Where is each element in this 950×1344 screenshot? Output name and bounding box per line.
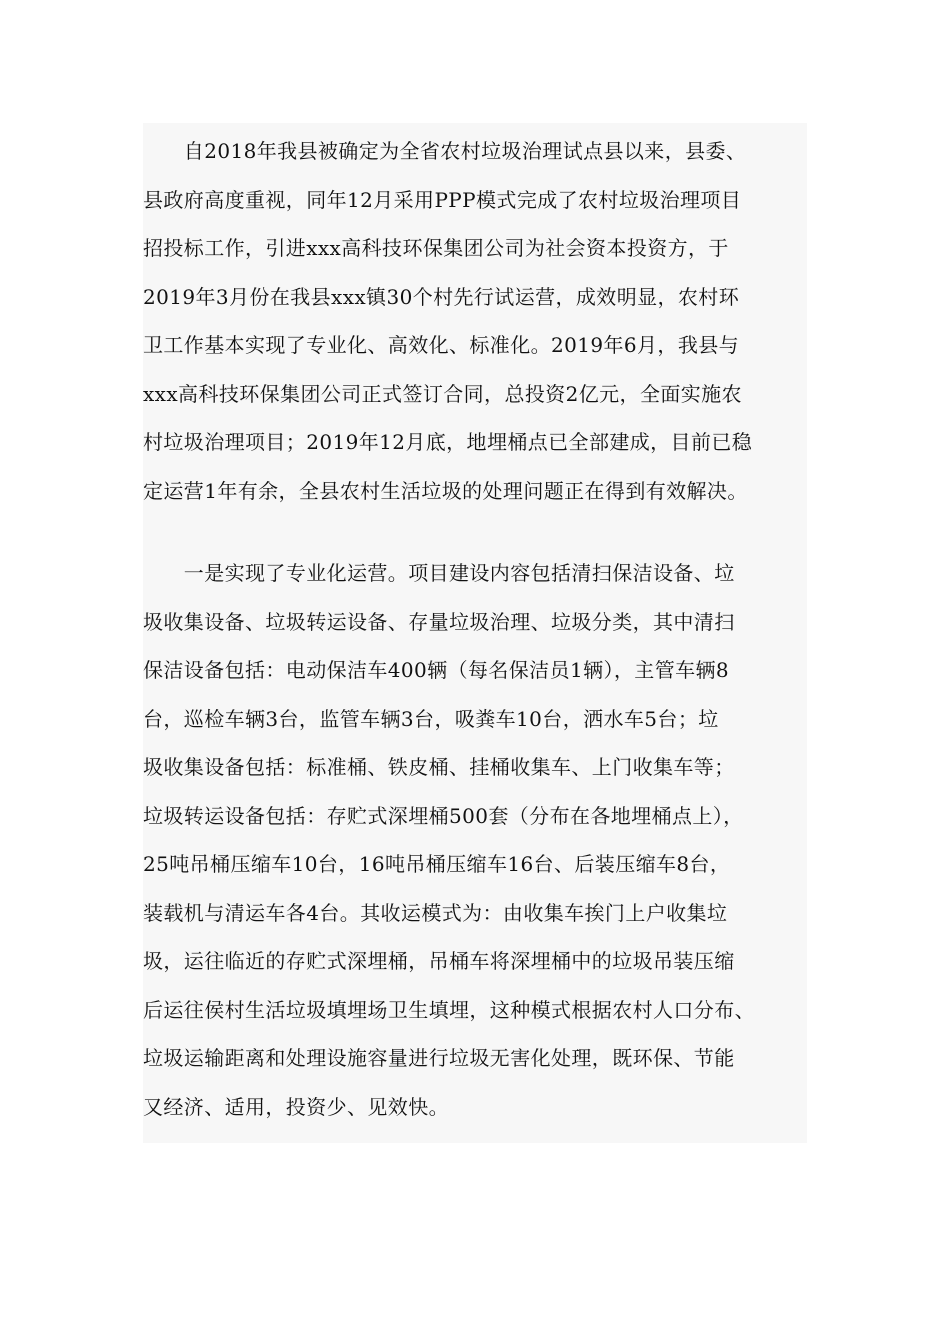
- text-line: 一是实现了专业化运营。项目建设内容包括清扫保洁设备、垃: [143, 561, 735, 585]
- text-line: 圾，运往临近的存贮式深埋桶，吊桶车将深埋桶中的垃圾吊装压缩: [143, 949, 735, 973]
- text-line: 又经济、适用，投资少、见效快。: [143, 1094, 449, 1119]
- text-line: 村垃圾治理项目；2019年12月底，地埋桶点已全部建成，目前已稳: [143, 430, 753, 454]
- document-body: [143, 123, 807, 1143]
- paragraph-professional-operation: [143, 549, 807, 1131]
- paragraph-intro: [143, 127, 807, 515]
- text-line: 垃圾转运设备包括：存贮式深埋桶500套（分布在各地埋桶点上），: [143, 803, 744, 828]
- text-line: 圾收集设备、垃圾转运设备、存量垃圾治理、垃圾分类，其中清扫: [143, 609, 735, 634]
- text-line: 自2018年我县被确定为全省农村垃圾治理试点县以来，县委、: [143, 139, 747, 163]
- text-line: xxx高科技环保集团公司正式签订合同，总投资2亿元，全面实施农: [143, 381, 742, 406]
- text-line: 后运往侯村生活垃圾填埋场卫生填埋，这种模式根据农村人口分布、: [143, 997, 755, 1022]
- text-line: 25吨吊桶压缩车10台，16吨吊桶压缩车16台、后装压缩车8台，: [143, 852, 731, 876]
- text-line: 圾收集设备包括：标准桶、铁皮桶、挂桶收集车、上门收集车等；: [143, 755, 735, 779]
- text-line: 2019年3月份在我县xxx镇30个村先行试运营，成效明显，农村环: [143, 284, 740, 309]
- text-line: 卫工作基本实现了专业化、高效化、标准化。2019年6月，我县与: [143, 333, 740, 357]
- text-line: 招投标工作，引进xxx高科技环保集团公司为社会资本投资方，于: [143, 236, 729, 260]
- text-line: 保洁设备包括：电动保洁车400辆（每名保洁员1辆），主管车辆8: [143, 658, 730, 682]
- text-line: 定运营1年有余，全县农村生活垃圾的处理问题正在得到有效解决。: [143, 478, 748, 503]
- text-line: 垃圾运输距离和处理设施容量进行垃圾无害化处理，既环保、节能: [143, 1046, 735, 1070]
- text-line: 装载机与清运车各4台。其收运模式为：由收集车挨门上户收集垃: [143, 900, 728, 925]
- text-line: 县政府高度重视，同年12月采用PPP模式完成了农村垃圾治理项目: [143, 187, 742, 212]
- text-line: 台，巡检车辆3台，监管车辆3台，吸粪车10台，洒水车5台；垃: [143, 706, 719, 731]
